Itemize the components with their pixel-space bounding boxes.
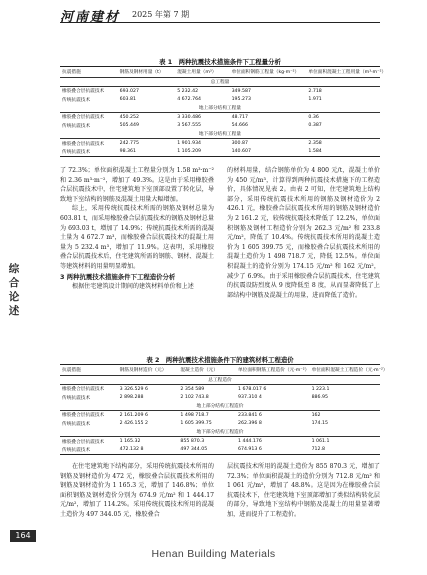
table-cell: 2.358 — [308, 141, 322, 147]
table-cell: 886.95 — [311, 395, 328, 401]
column-header: 混凝土用量（m³） — [175, 67, 229, 78]
table-cell: 1 223.1 — [311, 386, 330, 392]
table-row — [60, 122, 380, 130]
section-side-label: 综合论述 — [8, 263, 20, 317]
table-cell: 140.607 — [230, 148, 307, 157]
table-cell: 2.718 — [308, 88, 322, 94]
table-cell: 54.666 — [231, 123, 248, 129]
column-header: 单位面积钢筋工程量（kg·m⁻²） — [230, 67, 307, 78]
table-row — [60, 148, 380, 157]
table-2-caption: 表 2 两种抗震技术措施条件下的建筑材料工程造价 — [146, 356, 294, 364]
column-header: 钢筋及钢材造价（元） — [118, 365, 179, 376]
table-cell: 4 672.764 — [177, 97, 202, 103]
table-cell: 1 061.1 — [311, 439, 330, 445]
table-cell: 603.81 — [119, 97, 136, 103]
table-row — [60, 437, 380, 446]
table-cell: 262.396 8 — [237, 421, 262, 427]
table-cell: 233.841 6 — [237, 412, 262, 418]
row-label: 传统抗震技术 — [62, 395, 91, 401]
table-2 — [60, 364, 388, 455]
column-header: 抗震措施 — [60, 67, 118, 78]
row-label: 橡胶叠合层抗震技术 — [62, 387, 105, 393]
table-cell: 472.132 8 — [118, 446, 179, 455]
table-cell: 2 426.155 2 — [119, 421, 148, 427]
column-header: 抗震措施 — [60, 365, 118, 376]
table-cell: 497 344.05 — [178, 446, 236, 455]
column-header: 单位面积钢筋工程造价（元·m⁻²） — [236, 365, 310, 376]
running-head — [60, 6, 380, 25]
journal-name: 河南建材 — [60, 10, 121, 25]
page-number: 164 — [10, 530, 36, 542]
table-row — [60, 394, 380, 402]
table-cell: 242.775 — [119, 141, 139, 147]
section-heading: 3 两种抗震技术措施条件下工程造价分析 — [60, 272, 176, 281]
row-label: 传统抗震技术 — [62, 421, 91, 427]
table-cell: 162 — [311, 412, 321, 418]
paragraph: 根据住宅建筑设计期间的建筑材料单价和上述 — [72, 283, 194, 291]
journal-english-name: Henan Building Materials — [151, 548, 276, 560]
table-1-caption: 表 1 两种抗震技术措施条件下工程量分析 — [159, 58, 281, 66]
table-1 — [60, 66, 387, 157]
section-title: 地上部分结构工程量 — [60, 104, 380, 113]
table-cell: 674.913 6 — [236, 446, 310, 455]
table-cell: 5 232.42 — [177, 88, 199, 94]
section-title: 总工程造价 — [60, 375, 380, 384]
table-cell: 450.252 — [119, 114, 139, 120]
section-title: 地上部分结构工程造价 — [60, 402, 380, 411]
table-row — [60, 87, 380, 96]
row-label: 橡胶叠合层抗震技术 — [62, 141, 105, 147]
table-cell: 712.8 — [310, 446, 380, 455]
body-text-right-column — [227, 166, 380, 300]
table-cell: 2 161.209 6 — [119, 412, 148, 418]
table-cell: 349.587 — [231, 88, 251, 94]
table-row — [60, 385, 380, 394]
column-header: 单位面积混凝土工程造价（元·m⁻²） — [310, 365, 380, 376]
table-cell: 1.971 — [308, 97, 322, 103]
table-row — [60, 113, 380, 122]
table-row — [60, 96, 380, 104]
row-label: 传统抗震技术 — [60, 446, 118, 455]
table-cell: 1 678.017 6 — [237, 386, 267, 392]
table-cell: 2 354 589 — [180, 386, 205, 392]
table-cell: 505.449 — [119, 123, 139, 129]
table-cell: 1 901.934 — [177, 141, 202, 147]
row-label: 传统抗震技术 — [62, 97, 91, 103]
issue-label: 2025 年第 7 期 — [132, 10, 190, 19]
table-cell: 3 567.555 — [177, 123, 202, 129]
column-header: 混凝土造价（元） — [178, 365, 236, 376]
table-cell: 195.273 — [231, 97, 251, 103]
table-cell: 1 444.176 — [237, 439, 262, 445]
table-cell: 48.717 — [231, 114, 248, 120]
body-text-left-column — [60, 166, 214, 292]
column-header: 钢筋及钢材用量（t） — [118, 67, 176, 78]
table-row — [60, 139, 380, 148]
section-title: 地下部分结构工程造价 — [60, 428, 380, 437]
table-cell: 174.15 — [311, 421, 328, 427]
table-cell: 0.387 — [308, 123, 322, 129]
table-row — [60, 446, 380, 455]
paragraph: 层抗震技术所用的混凝土造价为 855 870.3 元，增加了 72.3%；单位面积混凝土的造价分别为 712.8 元/m² 和 1 061 元/m²，增加了 48.8%。这是因为在橡胶叠合层抗震技术下，住宅建筑地下室顶部增加了类似结构转化层的部分，导致地下室结构中钢筋及混凝土的用量显著增加，进而提升了工程造价。 — [227, 463, 380, 518]
row-label: 传统抗震技术 — [62, 123, 91, 129]
paragraph: 的材料用量，结合钢筋单价为 4 800 元/t，混凝土单价为 450 元/m³，计算得到两种抗震技术措施下的工程造价，具体情况见表 2。由表 2 可知，住宅建筑地上结构部分，采用传统抗震技术所用的钢筋及钢材造价为 2 426.1 元，橡胶叠合层抗震技术所用的钢筋及钢材造价为 2 161.2 元，较传统抗震技术降低了 12.2%，单位面积钢筋及钢材工程造价分别为 262.3 元/m² 和 233.8 元/m²，降低了 10.4%。传统抗震技术所用的混凝土造价为 1 605 399.75 元，而橡胶叠合层抗震技术所用的混凝土造价为 1 498 718.7 元，降低 12.5%。单位面积混凝土的造价分别为 174.15 元/m² 和 162 元/m²，减少了 6.9%。由于采用橡胶叠合层抗震技术，住宅建筑的抗震设防烈度从 9 度降低至 8 度，从而显著降低了上部结构中钢筋及混凝土的用量，进而降低了造价。 — [227, 167, 380, 299]
paragraph: 了 72.3%；单位面积混凝土工程量分别为 1.58 m³·m⁻² 和 2.36 m³·m⁻²，增加了 49.3%。这是由于采用橡胶叠合层抗震技术中，住宅建筑地下室顶部设置了转化层，导致地下室结构的钢筋及混凝土用量大幅增加。 — [60, 167, 214, 203]
table-cell: 1 105.209 — [175, 148, 229, 157]
table-cell: 2 102 743.8 — [180, 395, 209, 401]
table-cell: 693.027 — [119, 88, 139, 94]
table-cell: 3 326.529 6 — [119, 386, 148, 392]
table-cell: 1 605 399.75 — [180, 421, 212, 427]
column-header: 单位面积混凝土工程用量（m³·m⁻²） — [306, 67, 380, 78]
table-cell: 1.584 — [306, 148, 380, 157]
row-label: 传统抗震技术 — [60, 148, 118, 157]
row-label: 橡胶叠合层抗震技术 — [62, 89, 105, 95]
table-cell: 1 165.32 — [119, 439, 141, 445]
table-cell: 2 898.288 — [119, 395, 144, 401]
section-title: 总工程量 — [60, 77, 380, 86]
table-cell: 1 498 718.7 — [180, 412, 209, 418]
table-cell: 98.361 — [118, 148, 176, 157]
table-cell: 300.87 — [231, 141, 248, 147]
section-title: 地下部分结构工程量 — [60, 130, 380, 139]
table-cell: 0.36 — [308, 114, 319, 120]
table-row — [60, 420, 380, 428]
table-cell: 3 330.486 — [177, 114, 202, 120]
table-row — [60, 411, 380, 420]
table-cell: 937.310 4 — [237, 395, 262, 401]
table-cell: 855 870.3 — [180, 439, 205, 445]
row-label: 橡胶叠合层抗震技术 — [62, 439, 105, 445]
row-label: 橡胶叠合层抗震技术 — [62, 413, 105, 419]
row-label: 橡胶叠合层抗震技术 — [62, 115, 105, 121]
body-text-left-column-lower — [60, 462, 214, 520]
paragraph: 综上，采用传统抗震技术所需的钢筋及钢材总量为 603.81 t，而采用橡胶叠合层抗震技术的钢筋及钢材总量为 693.03 t，增加了 14.9%；传统抗震技术所需的混凝土量为 4 672.7 m³，而橡胶叠合层抗震技术的混凝土用量为 5 232.4 m³，增加了 11.9%。这表明，采用橡胶叠合层抗震技术后，住宅建筑所需的钢筋、钢材、混凝土等建筑材料的用量明显增加。 — [60, 205, 214, 270]
paragraph: 在住宅建筑地下结构部分，采用传统抗震技术所用的钢筋及钢材造价为 472 元，橡胶叠合层抗震技术所用的钢筋及钢材造价为 1 165.3 元，增加了 146.8%；单位面积钢筋及钢材造价分别为 674.9 元/m² 和 1 444.17 元/m²，增加了 114.2%。采用传统抗震技术所用的混凝土造价为 497 344.05 元，橡胶叠合 — [60, 463, 214, 518]
header-rule — [60, 22, 380, 23]
body-text-right-column-lower — [227, 462, 380, 520]
